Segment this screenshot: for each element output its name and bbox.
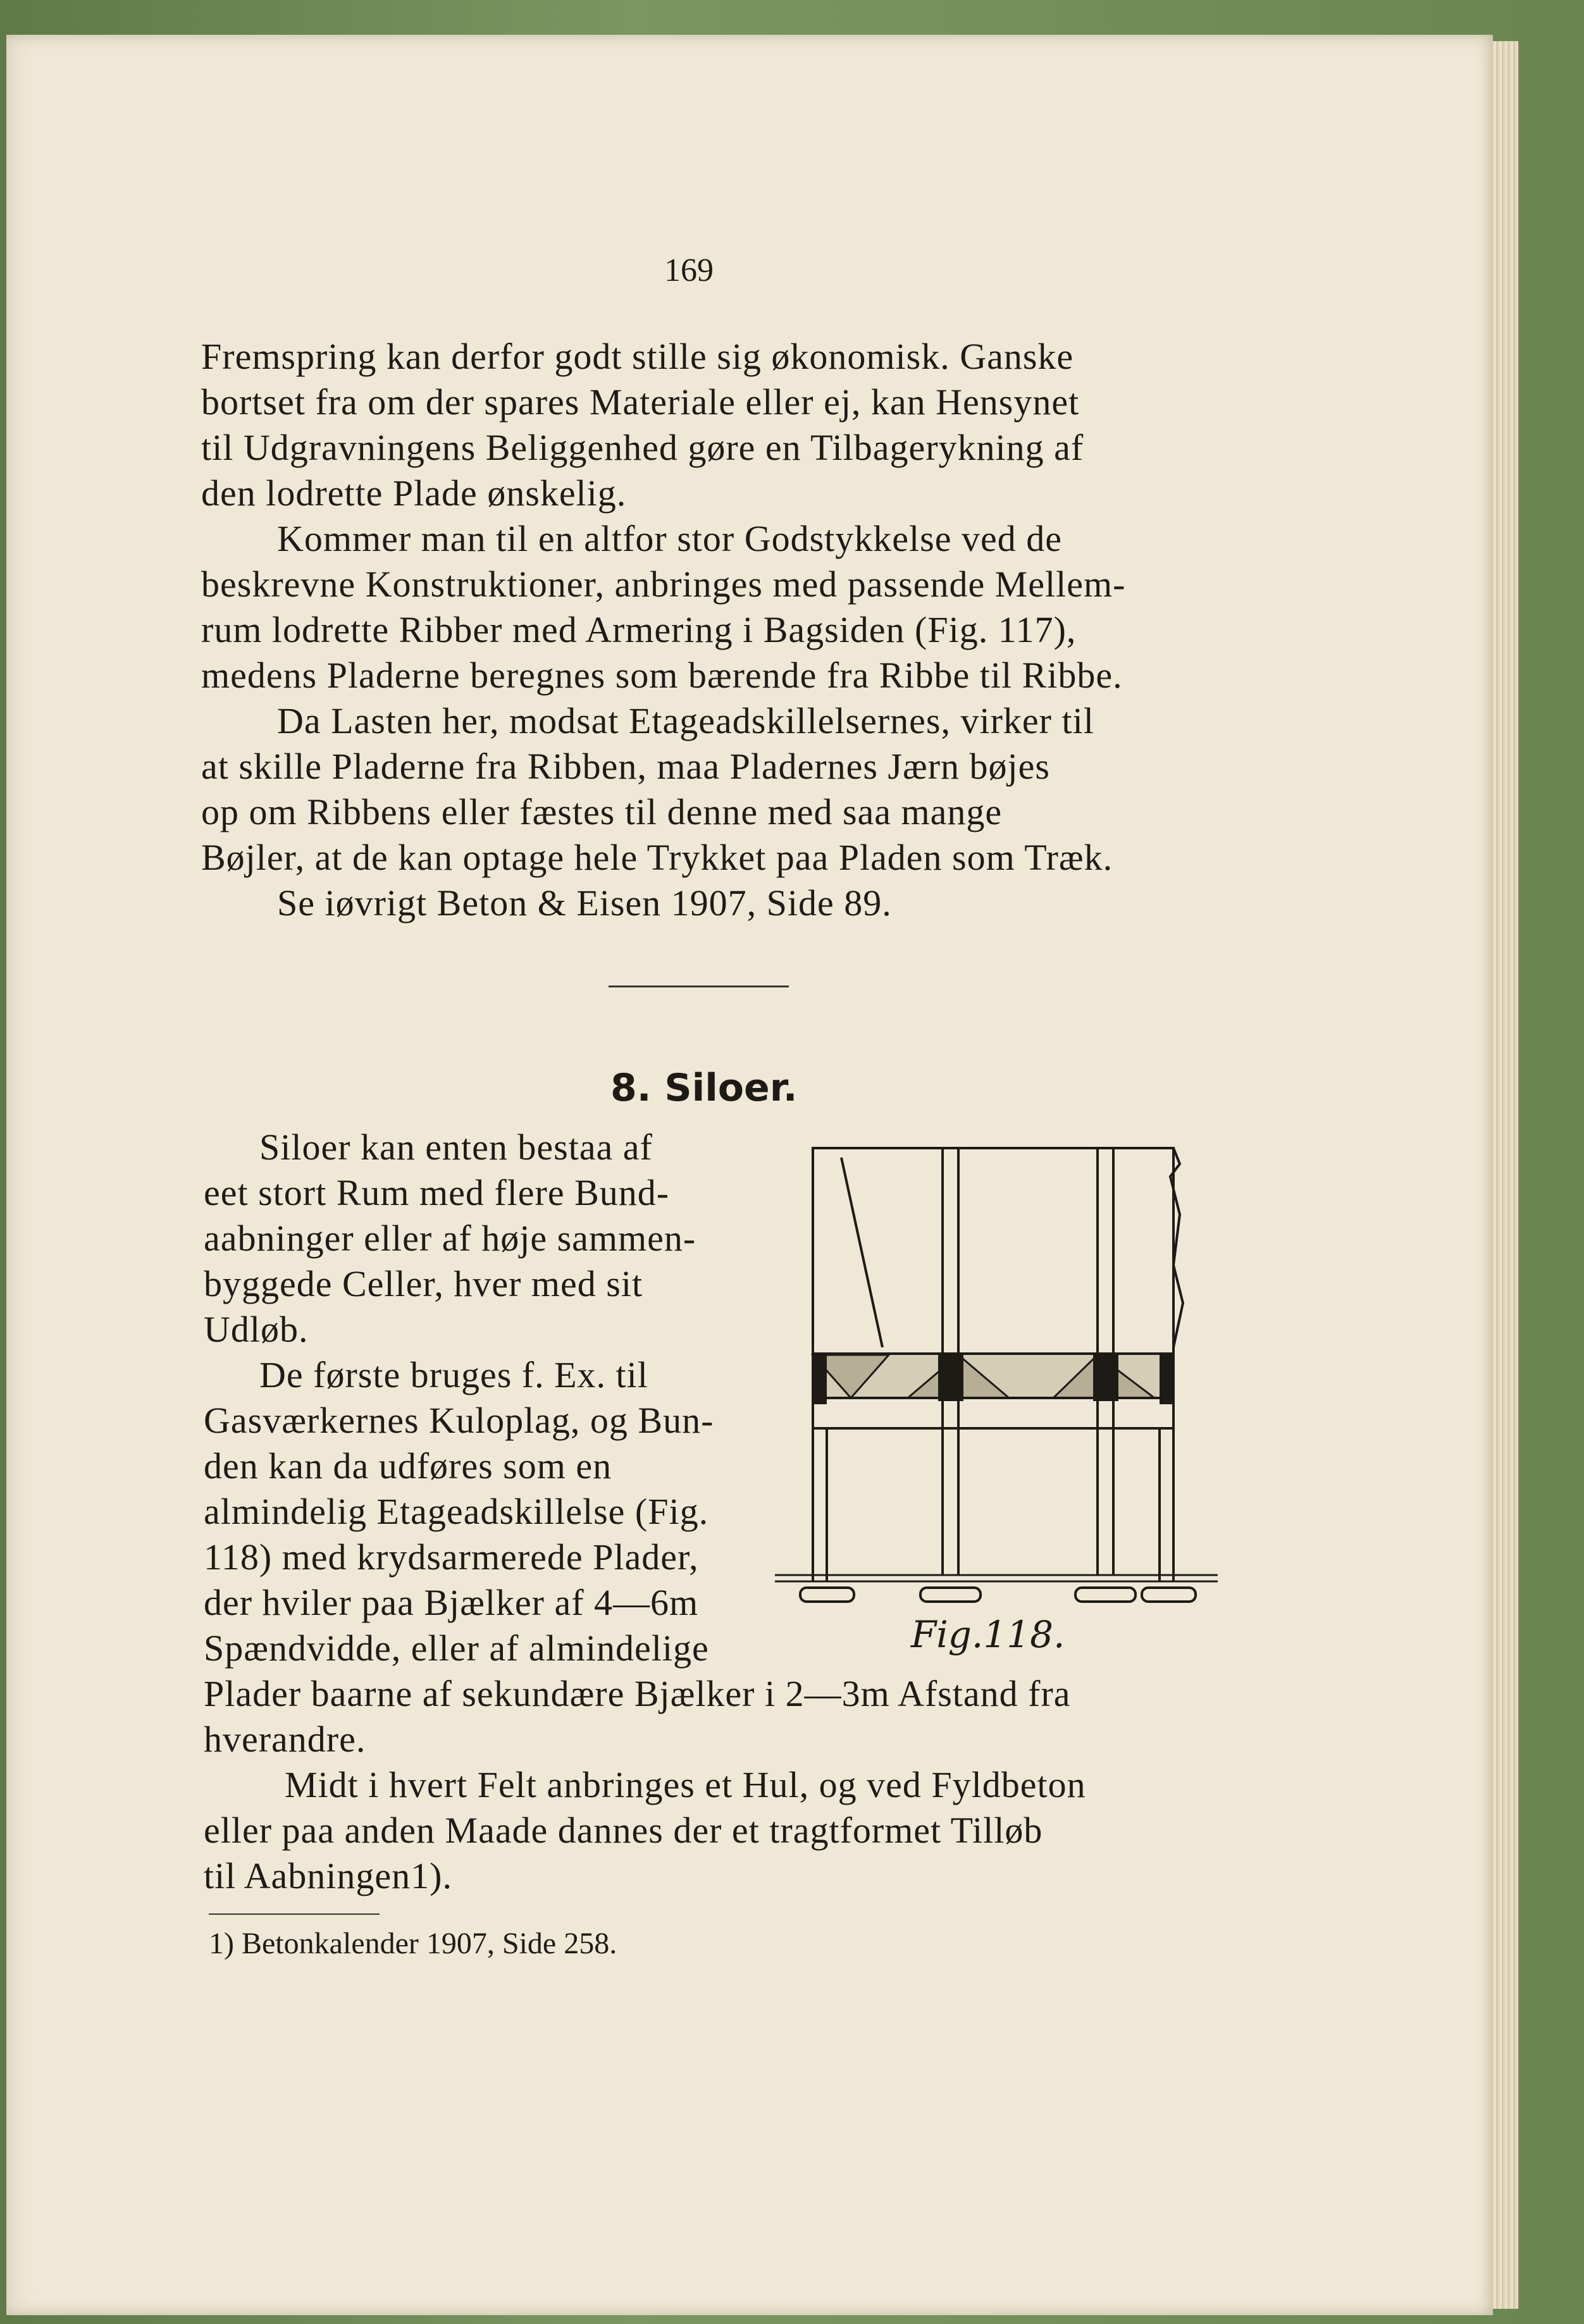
text-line: op om Ribbens eller fæstes til denne med saa mange <box>201 791 1003 832</box>
text-line: Fremspring kan derfor godt stille sig økonomisk. Ganske <box>201 336 1074 377</box>
text-line: beskrevne Konstruktioner, anbringes med passende Mellem- <box>201 564 1126 605</box>
text-line: rum lodrette Ribber med Armering i Bagsiden (Fig. 117), <box>201 609 1077 650</box>
footnote: 1) Betonkalender 1907, Side 258. <box>209 1927 617 1960</box>
section-heading: 8. Siloer. <box>610 1066 798 1110</box>
text-line: Spændvidde, eller af almindelige <box>204 1628 709 1669</box>
text-line: den lodrette Plade ønskelig. <box>201 473 627 514</box>
figure-caption: Fig.118. <box>911 1613 1065 1656</box>
text-line: De første bruges f. Ex. til <box>259 1354 648 1395</box>
text-line: 118) med krydsarmerede Plader, <box>204 1536 699 1578</box>
text-line: almindelig Etageadskillelse (Fig. <box>204 1491 709 1532</box>
page-number: 169 <box>664 252 714 288</box>
text-line: Plader baarne af sekundære Bjælker i 2—3m Afstand fra <box>204 1673 1071 1714</box>
silo-section-drawing <box>775 1139 1218 1619</box>
section-divider <box>609 986 789 987</box>
text-line: Bøjler, at de kan optage hele Trykket paa Pladen som Træk. <box>201 837 1113 878</box>
text-line: byggede Celler, hver med sit <box>204 1263 643 1304</box>
text-line: Udløb. <box>204 1309 309 1350</box>
text-line: Siloer kan enten bestaa af <box>259 1127 653 1168</box>
text-line: Kommer man til en altfor stor Godstykkelse ved de <box>277 518 1062 559</box>
text-line: eet stort Rum med flere Bund- <box>204 1172 670 1213</box>
text-line: aabninger eller af høje sammen- <box>204 1218 696 1259</box>
text-line: eller paa anden Maade dannes der et tragtformet Tilløb <box>204 1810 1043 1851</box>
text-line: at skille Pladerne fra Ribben, maa Pladernes Jærn bøjes <box>201 746 1050 787</box>
text-line: hverandre. <box>204 1719 366 1760</box>
text-line: medens Pladerne beregnes som bærende fra Ribbe til Ribbe. <box>201 655 1123 696</box>
text-line: bortset fra om der spares Materiale eller ej, kan Hensynet <box>201 381 1080 423</box>
text-line: Midt i hvert Felt anbringes et Hul, og ved Fyldbeton <box>285 1764 1086 1805</box>
text-line: til Udgravningens Beliggenhed gøre en Tilbagerykning af <box>201 427 1084 468</box>
text-line: Gasværkernes Kuloplag, og Bun- <box>204 1400 714 1441</box>
text-line: Da Lasten her, modsat Etageadskillelsernes, virker til <box>277 700 1094 741</box>
footnote-divider <box>209 1913 380 1915</box>
text-line: til Aabningen1). <box>204 1855 452 1896</box>
silo-figure <box>775 1139 1218 1619</box>
text-line: der hviler paa Bjælker af 4—6m <box>204 1582 699 1623</box>
text-line: den kan da udføres som en <box>204 1445 612 1486</box>
text-line: Se iøvrigt Beton & Eisen 1907, Side 89. <box>277 882 892 924</box>
